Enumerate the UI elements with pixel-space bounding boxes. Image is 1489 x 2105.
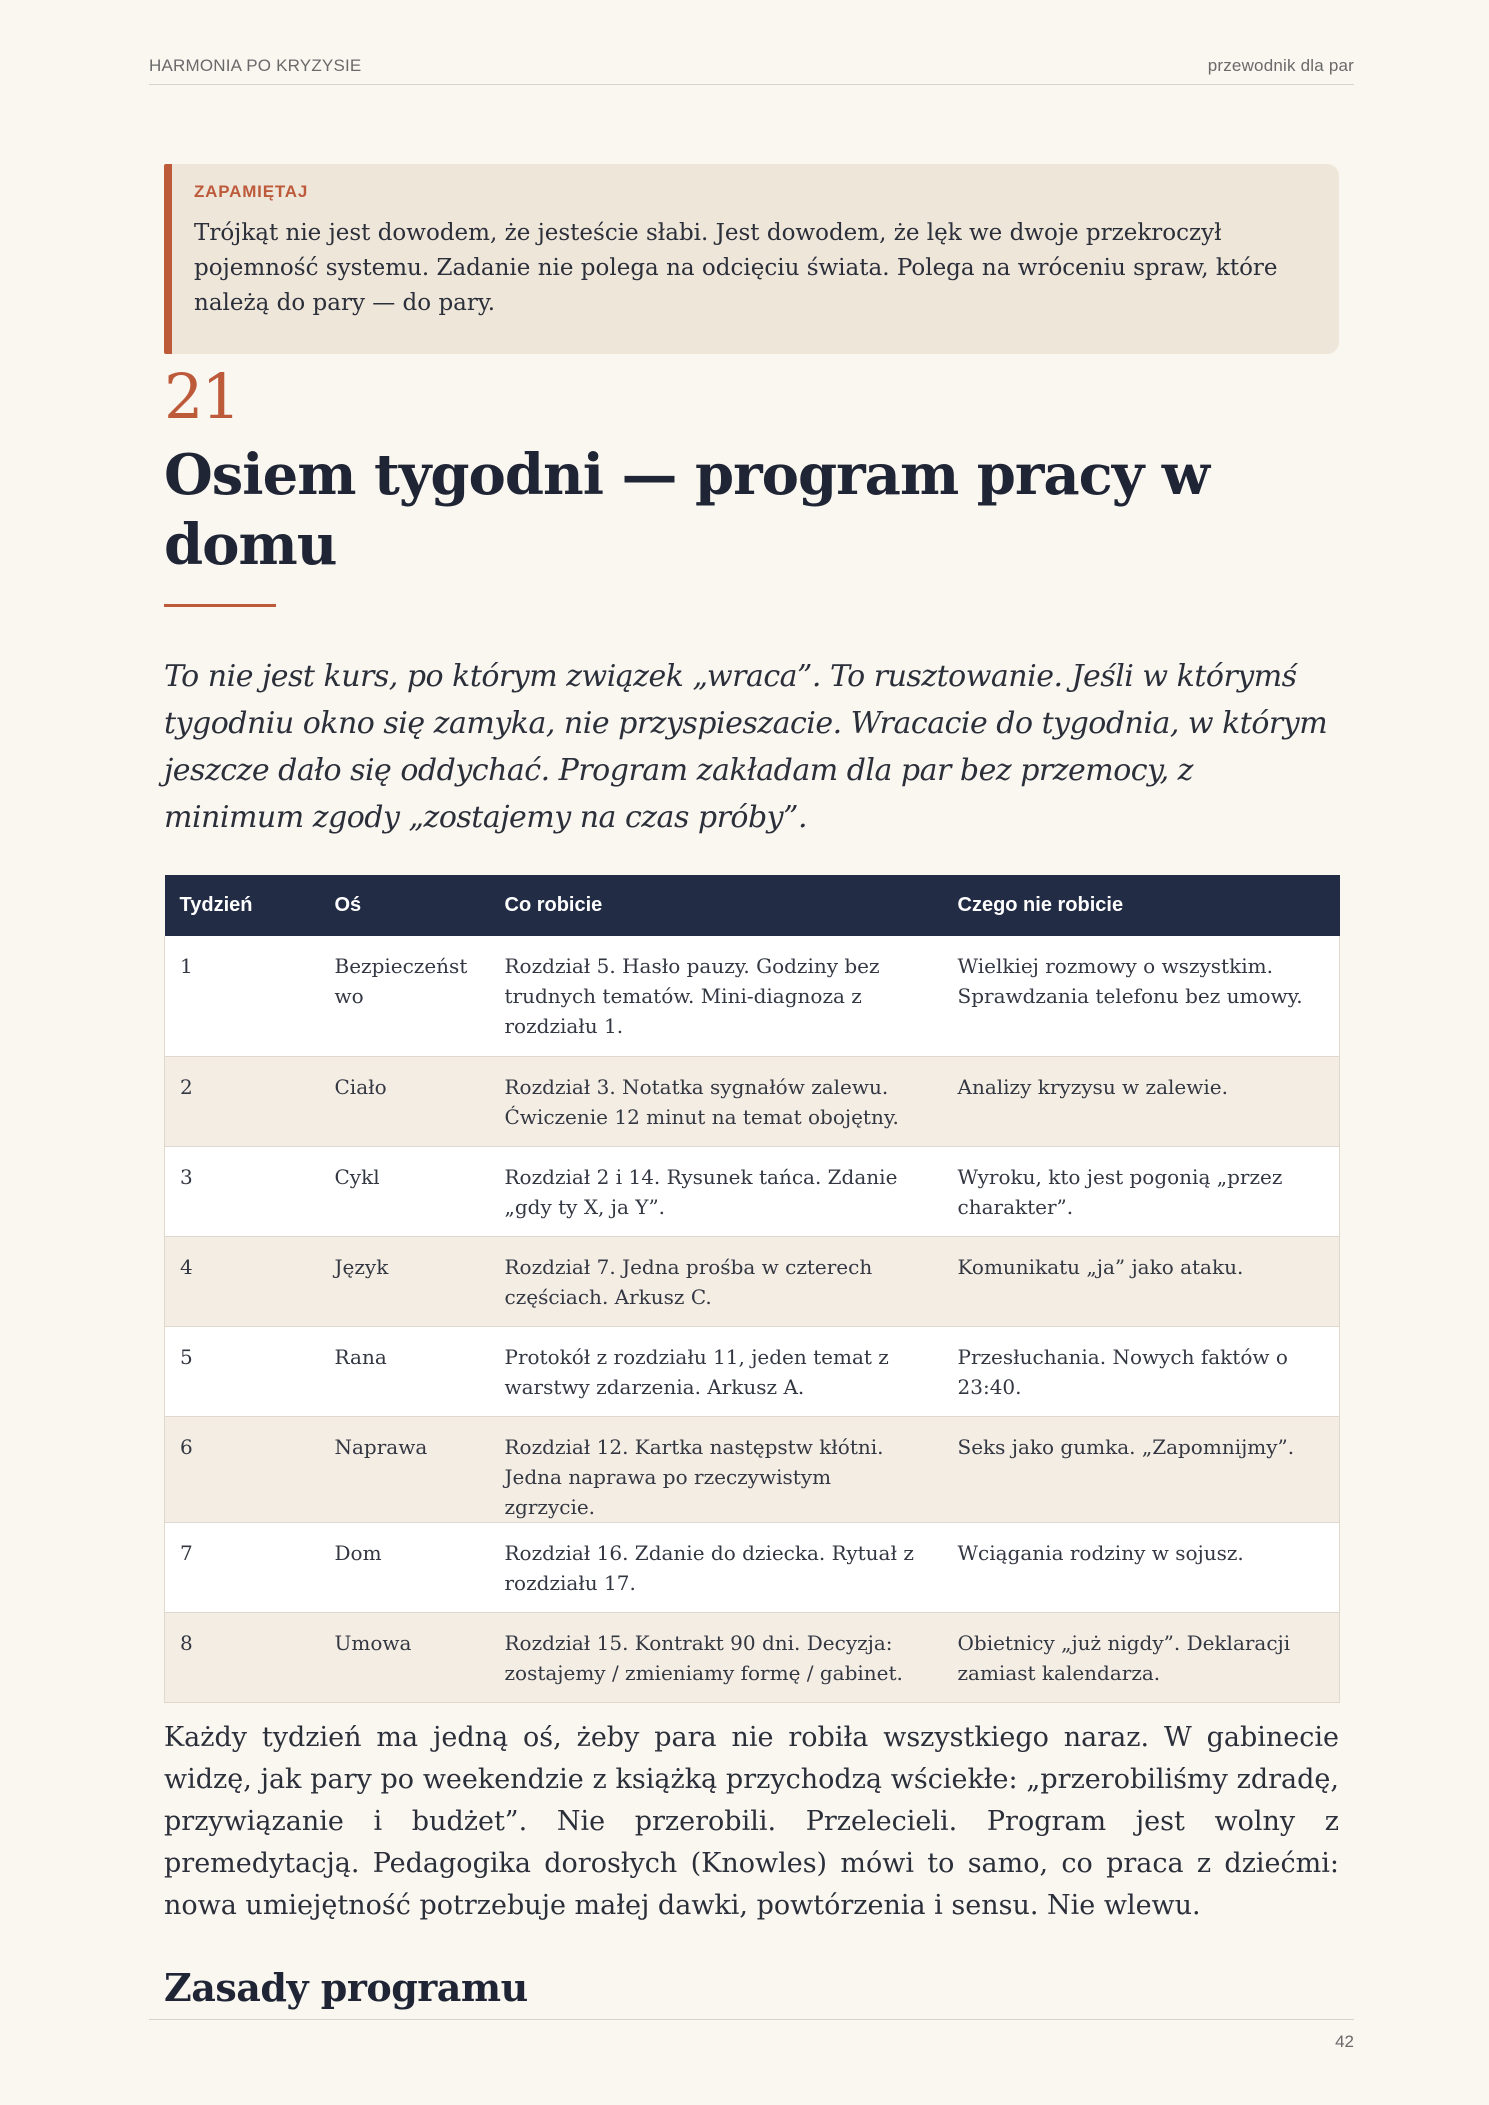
cell-dont: Seks jako gumka. „Zapomnijmy”. [943, 1416, 1340, 1522]
cell-week: 4 [165, 1236, 320, 1326]
cell-axis: Naprawa [320, 1416, 490, 1522]
cell-dont: Wyroku, kto jest pogonią „przez charakter”. [943, 1146, 1340, 1236]
table-row [165, 1146, 1340, 1236]
chapter-title: Osiem tygodni — program pracy w domu [164, 442, 1210, 578]
callout-label: ZAPAMIĘTAJ [194, 182, 309, 201]
cell-week: 1 [165, 936, 320, 1056]
cell-dont: Wielkiej rozmowy o wszystkim. Sprawdzania telefonu bez umowy. [943, 936, 1340, 1056]
cell-do: Rozdział 5. Hasło pauzy. Godziny bez trudnych tematów. Mini-diagnoza z rozdziału 1. [490, 936, 943, 1056]
cell-dont: Przesłuchania. Nowych faktów o 23:40. [943, 1326, 1340, 1416]
cell-axis: Umowa [320, 1612, 490, 1702]
table-row [165, 1236, 1340, 1326]
cell-do: Rozdział 12. Kartka następstw kłótni. Jedna naprawa po rzeczywistym zgrzycie. [490, 1416, 943, 1522]
table-row [165, 1612, 1340, 1702]
column-header-do: Co robicie [490, 875, 943, 936]
cell-do: Rozdział 3. Notatka sygnałów zalewu. Ćwiczenie 12 minut na temat obojętny. [490, 1056, 943, 1146]
cell-axis: Bezpieczeństwo [320, 936, 490, 1056]
column-header-week: Tydzień [165, 875, 320, 936]
running-header-subtitle: przewodnik dla par [1207, 56, 1354, 75]
table-row [165, 1522, 1340, 1612]
running-header [149, 56, 1354, 85]
program-table [164, 875, 1340, 1703]
remember-callout [164, 164, 1339, 354]
cell-week: 7 [165, 1522, 320, 1612]
cell-dont: Obietnicy „już nigdy”. Deklaracji zamiast kalendarza. [943, 1612, 1340, 1702]
table-header-row [165, 875, 1340, 936]
running-header-title: HARMONIA PO KRYZYSIE [149, 56, 362, 75]
table-row [165, 1056, 1340, 1146]
page-number: 42 [1335, 2032, 1354, 2051]
table-row [165, 936, 1340, 1056]
cell-axis: Cykl [320, 1146, 490, 1236]
callout-text: Trójkąt nie jest dowodem, że jesteście słabi. Jest dowodem, że lęk we dwoje przekroczył pojemność systemu. Zadanie nie polega na odcięciu świata. Polega na wróceniu spraw, które należą do pary — do pary. [194, 220, 1278, 316]
cell-do: Protokół z rozdziału 11, jeden temat z warstwy zdarzenia. Arkusz A. [490, 1326, 943, 1416]
section-heading: Zasady programu [164, 1964, 528, 2010]
cell-do: Rozdział 15. Kontrakt 90 dni. Decyzja: zostajemy / zmieniamy formę / gabinet. [490, 1612, 943, 1702]
cell-axis: Język [320, 1236, 490, 1326]
cell-axis: Rana [320, 1326, 490, 1416]
cell-week: 8 [165, 1612, 320, 1702]
body-paragraph: Każdy tydzień ma jedną oś, żeby para nie robiła wszystkiego naraz. W gabinecie widzę, jak pary po weekendzie z książką przychodzą wściekłe: „przerobiliśmy zdradę, przywiązanie i budżet”. Nie przerobili. Przelecieli. Program jest wolny z premedytacją. Pedagogika dorosłych (Knowles) mówi to samo, co praca z dziećmi: nowa umiejętność potrzebuje małej dawki, powtórzenia i sensu. Nie wlewu. [164, 1721, 1339, 1921]
title-rule [164, 604, 276, 607]
cell-do: Rozdział 2 i 14. Rysunek tańca. Zdanie „gdy ty X, ja Y”. [490, 1146, 943, 1236]
cell-week: 6 [165, 1416, 320, 1522]
column-header-axis: Oś [320, 875, 490, 936]
cell-axis: Dom [320, 1522, 490, 1612]
cell-dont: Wciągania rodziny w sojusz. [943, 1522, 1340, 1612]
chapter-lead: To nie jest kurs, po którym związek „wraca”. To rusztowanie. Jeśli w którymś tygodniu okno się zamyka, nie przyspieszacie. Wracacie do tygodnia, w którym jeszcze dało się oddychać. Program zakładam dla par bez przemocy, z minimum zgody „zostajemy na czas próby”. [164, 659, 1328, 835]
page-content [164, 164, 1339, 2041]
cell-week: 5 [165, 1326, 320, 1416]
chapter-number: 21 [164, 360, 239, 433]
cell-axis: Ciało [320, 1056, 490, 1146]
cell-dont: Komunikatu „ja” jako ataku. [943, 1236, 1340, 1326]
cell-do: Rozdział 7. Jedna prośba w czterech częściach. Arkusz C. [490, 1236, 943, 1326]
cell-do: Rozdział 16. Zdanie do dziecka. Rytuał z rozdziału 17. [490, 1522, 943, 1612]
cell-dont: Analizy kryzysu w zalewie. [943, 1056, 1340, 1146]
cell-week: 3 [165, 1146, 320, 1236]
cell-week: 2 [165, 1056, 320, 1146]
page-footer [149, 2019, 1354, 2052]
table-row [165, 1326, 1340, 1416]
table-row [165, 1416, 1340, 1522]
column-header-dont: Czego nie robicie [943, 875, 1340, 936]
